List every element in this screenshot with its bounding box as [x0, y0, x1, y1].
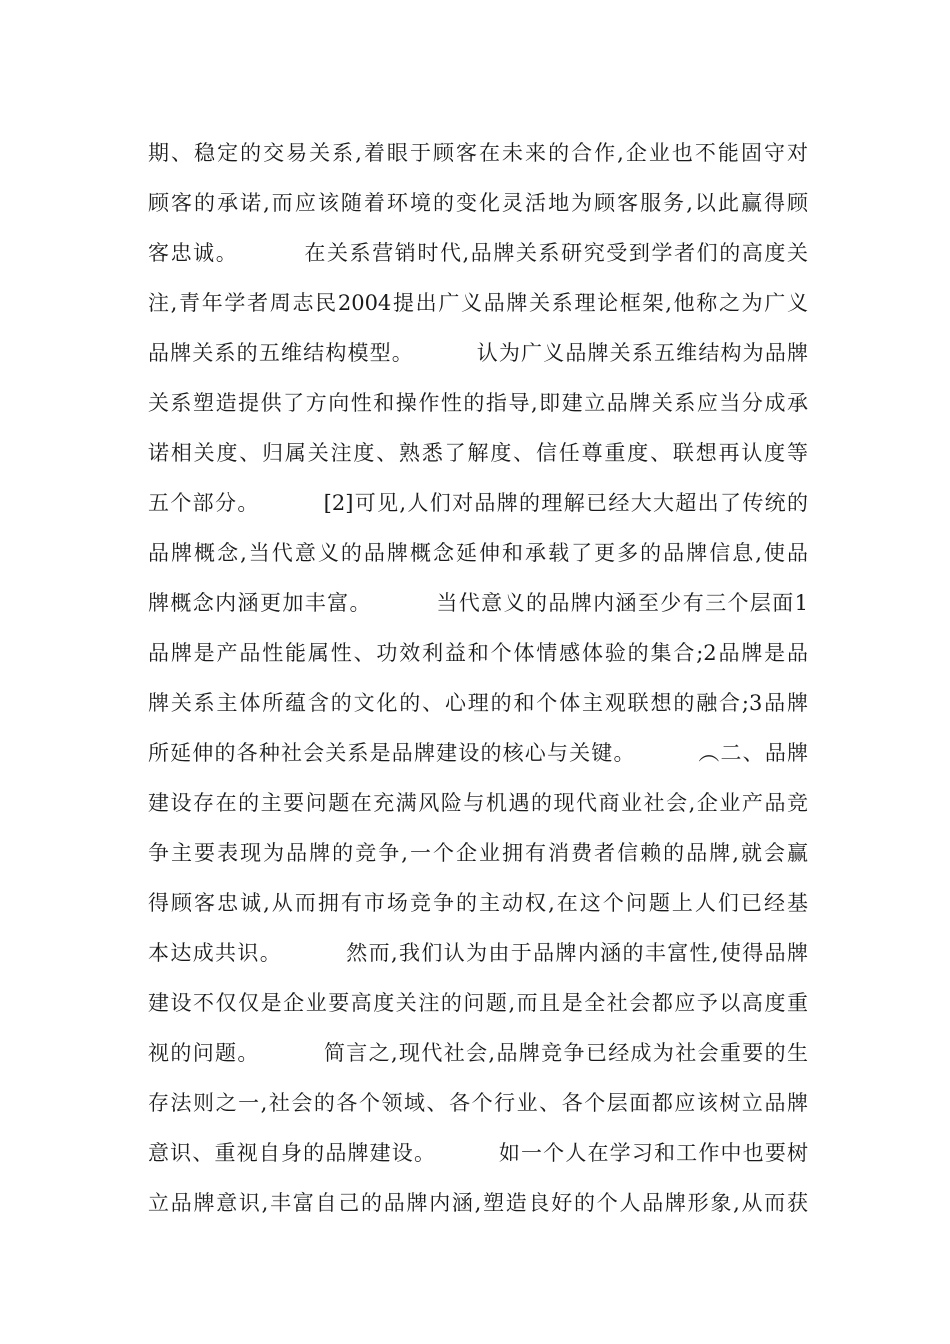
text-line: 本达成共识。 然而,我们认为由于品牌内涵的丰富性,使得品牌 — [148, 941, 808, 965]
text-line: 顾客的承诺,而应该随着环境的变化灵活地为顾客服务,以此赢得顾 — [148, 191, 808, 215]
text-line: 视的问题。 简言之,现代社会,品牌竞争已经成为社会重要的生 — [148, 1041, 808, 1065]
text-line: 牌概念内涵更加丰富。 当代意义的品牌内涵至少有三个层面1 — [148, 591, 808, 615]
text-line: 争主要表现为品牌的竞争,一个企业拥有消费者信赖的品牌,就会赢 — [148, 841, 808, 865]
text-line: 存法则之一,社会的各个领域、各个行业、各个层面都应该树立品牌 — [148, 1091, 808, 1115]
text-line: 注,青年学者周志民2004提出广义品牌关系理论框架,他称之为广义 — [148, 291, 808, 315]
text-line: 建设不仅仅是企业要高度关注的问题,而且是全社会都应予以高度重 — [148, 991, 808, 1015]
text-line: 五个部分。 [2]可见,人们对品牌的理解已经大大超出了传统的 — [148, 491, 808, 515]
text-line: 品牌概念,当代意义的品牌概念延伸和承载了更多的品牌信息,使品 — [148, 541, 808, 565]
text-line: 建设存在的主要问题在充满风险与机遇的现代商业社会,企业产品竞 — [148, 791, 808, 815]
text-line: 意识、重视自身的品牌建设。 如一个人在学习和工作中也要树 — [148, 1141, 808, 1165]
text-line: 诺相关度、归属关注度、熟悉了解度、信任尊重度、联想再认度等 — [148, 441, 808, 465]
body-text — [148, 128, 808, 1228]
text-line: 得顾客忠诚,从而拥有市场竞争的主动权,在这个问题上人们已经基 — [148, 891, 808, 915]
text-line: 所延伸的各种社会关系是品牌建设的核心与关键。 ︵二、品牌 — [148, 741, 808, 765]
text-line: 牌关系主体所蕴含的文化的、心理的和个体主观联想的融合;3品牌 — [148, 691, 808, 715]
text-line: 立品牌意识,丰富自己的品牌内涵,塑造良好的个人品牌形象,从而获 — [148, 1191, 808, 1215]
text-line: 关系塑造提供了方向性和操作性的指导,即建立品牌关系应当分成承 — [148, 391, 808, 415]
text-line: 客忠诚。 在关系营销时代,品牌关系研究受到学者们的高度关 — [148, 241, 808, 265]
text-line: 品牌是产品性能属性、功效利益和个体情感体验的集合;2品牌是品 — [148, 641, 808, 665]
text-line: 期、稳定的交易关系,着眼于顾客在未来的合作,企业也不能固守对 — [148, 141, 808, 165]
text-line: 品牌关系的五维结构模型。 认为广义品牌关系五维结构为品牌 — [148, 341, 808, 365]
